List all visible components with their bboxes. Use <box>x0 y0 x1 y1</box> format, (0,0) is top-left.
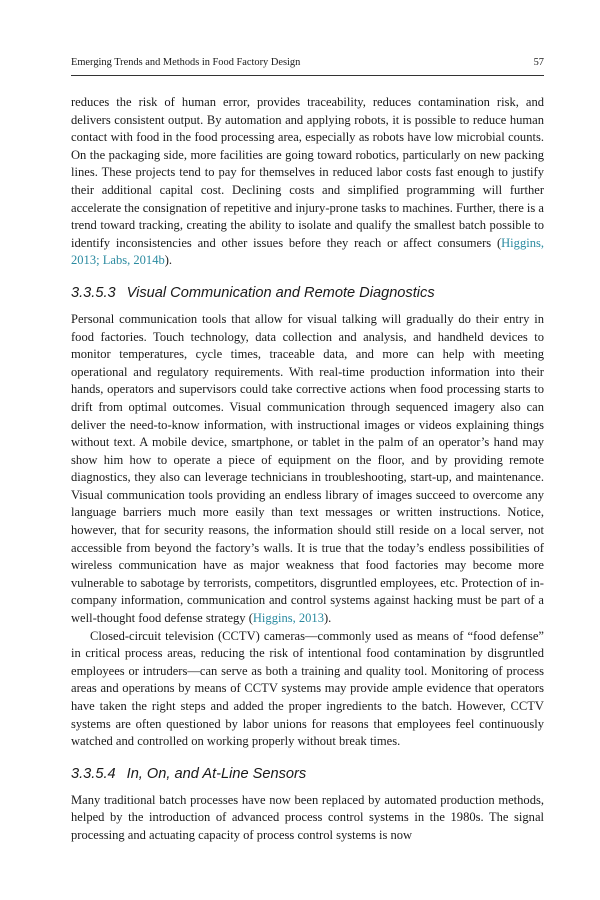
paragraph-end: ). <box>323 611 332 626</box>
section-heading-visual-communication <box>71 283 544 303</box>
running-title: Emerging Trends and Methods in Food Factory Design <box>71 57 301 68</box>
citation-link[interactable]: Higgins, 2013; Labs, 2014b <box>71 235 544 268</box>
citation-link[interactable]: Higgins, 2013 <box>252 611 324 626</box>
paragraph-sensors: Many traditional batch processes have now been replaced by automated production methods, helped by the introduction of advanced process control systems in the 1980s. The signal processing and actuating capacity of process control systems is now <box>71 792 544 842</box>
paragraph-text: Personal communication tools that allow for visual talking will gradually do their entry in food factories. Touch technology, data collection and analysis, and handheld devices to monitor temperatures, cycle times, traceable data, and more can help with meeting operational and regulatory requirements. With real-time production information into their hands, operators and supervisors could take corrective actions when food processing starts to drift from optimal outcomes. Visual communication through sequenced imagery also can deliver the need-to-know information, with instructional images or videos explaining things without text. A mobile device, smartphone, or tablet in the palm of an operator’s hand may show him how to operate a piece of equipment on the floor, and by providing remote diagnostics, they also can leverage technicians in troubleshooting, start-up, and maintenance. Visual communication tools providing an endless library of images succeed to overcome any language barriers much more easily than text messages or written instructions. Notice, however, that for security reasons, the information should still reside on a local server, not accessible from beyond the factory’s walls. It is true that the today’s endless possibilities of wireless communication have as major weakness that food factories may become more vulnerable to sabotage by terrorists, competitors, disgruntled employees, etc. Protection of in-company information, communication and control systems against hacking must be part of a well-thought food defense strategy ( <box>71 311 544 626</box>
paragraph-text: reduces the risk of human error, provides traceability, reduces contamination risk, and delivers consistent output. By automation and applying robots, it is possible to reduce human contact with food in the food processing area, especially as robots have low microbial counts. On the packaging side, more facilities are going toward robotics, particularly on new packing lines. These projects tend to pay for themselves in reduced labor costs fast enough to justify their additional capital cost. Declining costs and simplified programming will further accelerate the consignation of repetitive and injury-prone tasks to machines. Further, there is a trend toward tracking, creating the ability to isolate and qualify the smallest batch possible to identify inconsistencies and other issues before they reach or affect consumers ( <box>71 95 544 250</box>
paragraph-end: ). <box>164 253 173 268</box>
paragraph-cctv: Closed-circuit television (CCTV) cameras—commonly used as means of “food defense” in critical process areas, reducing the risk of intentional food contamination by disgruntled employees or intruders—can serve as both a training and quality tool. Monitoring of process areas and operations by means of CCTV systems may provide ample evidence that operators have taken the right steps and added the proper ingredients to the batch. However, CCTV systems are often questioned by labor unions for reasons that employees feel continuously watched and controlled on working properly without break times. <box>71 628 544 749</box>
section-title: Visual Communication and Remote Diagnostics <box>126 284 435 301</box>
header-divider <box>71 75 544 76</box>
paragraph-continuation <box>71 94 544 270</box>
section-number: 3.3.5.3 <box>71 284 116 301</box>
page-body <box>71 94 544 845</box>
running-head <box>71 56 544 70</box>
paragraph-visual-communication <box>71 311 544 628</box>
section-heading-sensors <box>71 764 544 784</box>
page-number: 57 <box>533 57 544 68</box>
section-title: In, On, and At-Line Sensors <box>126 765 307 782</box>
section-number: 3.3.5.4 <box>71 765 116 782</box>
